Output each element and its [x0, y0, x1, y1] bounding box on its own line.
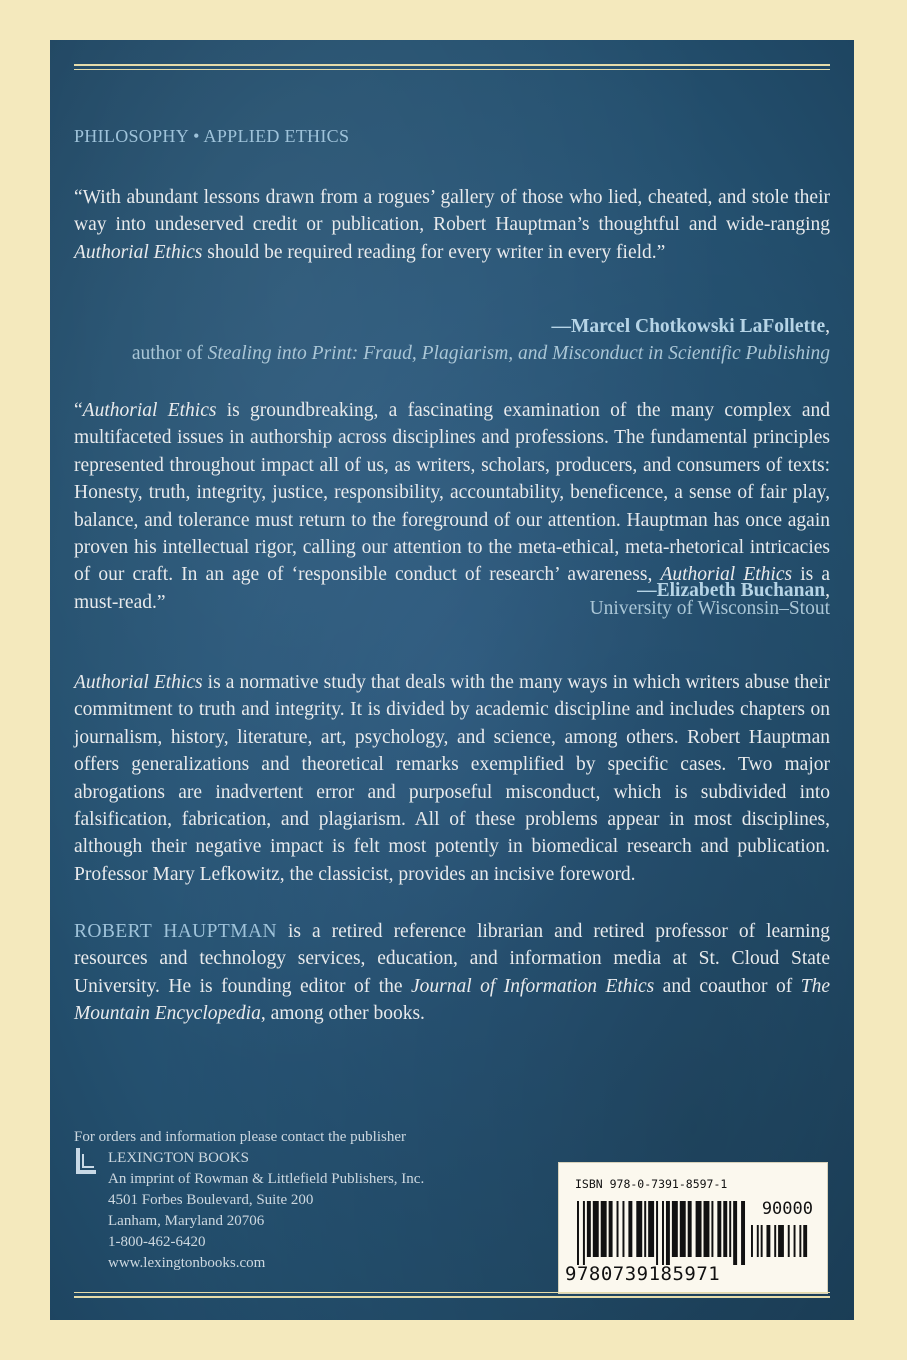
- barcode-bar: [648, 1201, 654, 1257]
- barcode-bar: [601, 1201, 607, 1257]
- barcode-bar: [711, 1201, 713, 1257]
- barcode-bar: [628, 1201, 632, 1257]
- barcode-bar: [757, 1225, 759, 1257]
- back-cover: [50, 40, 854, 1320]
- ean-digits: 9780739185971: [565, 1263, 721, 1285]
- book-description: Authorial Ethics is a normative study that deals with the many ways in which writers abuse their commitment to truth and integrity. It is divided by academic discipline and includes chapters on journalism, history, literature, art, psychology, and science, among others. Robert Hauptman offers generalizations and theoretical remarks exemplified by specific cases. Two major abrogations are inadvertent error and purposeful misconduct, which is subdivided into falsification, fabrication, and plagiarism. All of these problems appear in most disciplines, although their negative impact is felt most potently in biomedical research and publication. Professor Mary Lefkowitz, the classicist, provides an incisive foreword.: [74, 672, 830, 885]
- barcode-bar: [717, 1201, 721, 1257]
- barcode-bar: [799, 1225, 801, 1257]
- barcode-bar: [617, 1201, 619, 1257]
- quote-2-affiliation: University of Wisconsin–Stout: [589, 598, 830, 619]
- barcode-bar: [761, 1225, 763, 1257]
- barcode-bar: [609, 1201, 613, 1257]
- barcode-bar: [644, 1201, 646, 1257]
- barcode-bar: [778, 1225, 784, 1257]
- quote-1: “With abundant lessons drawn from a rogues’ gallery of those who lied, cheated, and stole their way into undeserved credit or publication, Robert Hauptman’s thoughtful and wide-ranging Authorial Ethics should be required reading for every writer in every field.”: [74, 187, 830, 263]
- barcode-bar: [729, 1201, 731, 1257]
- barcode-bar: [672, 1201, 678, 1257]
- barcode-bar: [622, 1201, 624, 1257]
- barcode-bar: [733, 1201, 737, 1265]
- barcode-bar: [583, 1201, 585, 1265]
- barcode-bar: [587, 1201, 591, 1257]
- top-rule-thin: [74, 69, 830, 70]
- publisher-name: LEXINGTON BOOKS: [108, 1150, 249, 1166]
- isbn-barcode: [558, 1162, 828, 1294]
- barcode-bar: [680, 1201, 686, 1257]
- publisher-phone: 1-800-462-6420: [108, 1234, 206, 1250]
- bottom-rule-thin: [74, 1292, 830, 1293]
- barcode-bar: [577, 1201, 579, 1265]
- barcode-bar: [774, 1225, 776, 1257]
- barcode-bar: [803, 1225, 807, 1257]
- barcode-bar: [704, 1201, 710, 1257]
- author-bio: ROBERT HAUPTMAN is a retired reference librarian and retired professor of learning resources and technology services, education, and information media at St. Cloud State University. He is founding editor of the Journal of Information Ethics and coauthor of The Mountain Encyclopedia, among other books.: [74, 921, 830, 1025]
- publisher-website: www.lexingtonbooks.com: [108, 1255, 266, 1271]
- barcode-bar: [751, 1225, 753, 1257]
- barcode-bar: [593, 1201, 599, 1257]
- publisher-contact: [74, 1127, 424, 1274]
- barcode-bar: [766, 1225, 770, 1257]
- bottom-rule: [74, 1296, 830, 1298]
- barcode-bar: [656, 1201, 658, 1265]
- contact-intro: For orders and information please contact the publisher: [74, 1129, 406, 1145]
- barcode-bar: [788, 1225, 790, 1257]
- barcode-bar: [696, 1201, 702, 1257]
- addon-bars: [751, 1225, 813, 1265]
- publisher-address-2: Lanham, Maryland 20706: [108, 1213, 265, 1229]
- publisher-imprint: An imprint of Rowman & Littlefield Publishers, Inc.: [108, 1171, 425, 1187]
- barcode-bar: [662, 1201, 664, 1265]
- barcode-bar: [723, 1201, 727, 1257]
- quote-2: “Authorial Ethics is groundbreaking, a fascinating examination of the many complex and multifaceted issues in authorship across disciplines and professions. The fundamental principles represented throughout impact all of us, as writers, scholars, producers, and consumers of texts: Honesty, truth, integrity, justice, responsibility, accountability, beneficence, a sense of fair play, balance, and tolerance must return to the foreground of our attention. Hauptman has once again proven his intellectual rigor, calling our attention to the meta-ethical, meta-rhetorical intricacies of our craft. In an age of ‘responsible conduct of research’ awareness, Authorial Ethics is a must-read.”: [74, 400, 830, 613]
- publisher-address-1: 4501 Forbes Boulevard, Suite 200: [108, 1192, 314, 1208]
- price-code: 90000: [761, 1199, 813, 1219]
- category-label: PHILOSOPHY • APPLIED ETHICS: [74, 126, 350, 146]
- ean-bars: [577, 1201, 749, 1265]
- barcode-bar: [688, 1201, 692, 1257]
- quote-1-source: author of Stealing into Print: Fraud, Plagiarism, and Misconduct in Scientific Publishing: [131, 343, 830, 364]
- quote-2-attribution: —Elizabeth Buchanan,: [637, 580, 830, 601]
- top-rule: [74, 64, 830, 66]
- quote-1-attribution: —Marcel Chotkowski LaFollette,: [551, 316, 830, 337]
- barcode-bar: [636, 1201, 642, 1257]
- barcode-bar: [794, 1225, 796, 1257]
- barcode-bar: [741, 1201, 745, 1265]
- isbn-label: ISBN 978-0-7391-8597-1: [575, 1177, 728, 1191]
- barcode-bar: [666, 1201, 670, 1265]
